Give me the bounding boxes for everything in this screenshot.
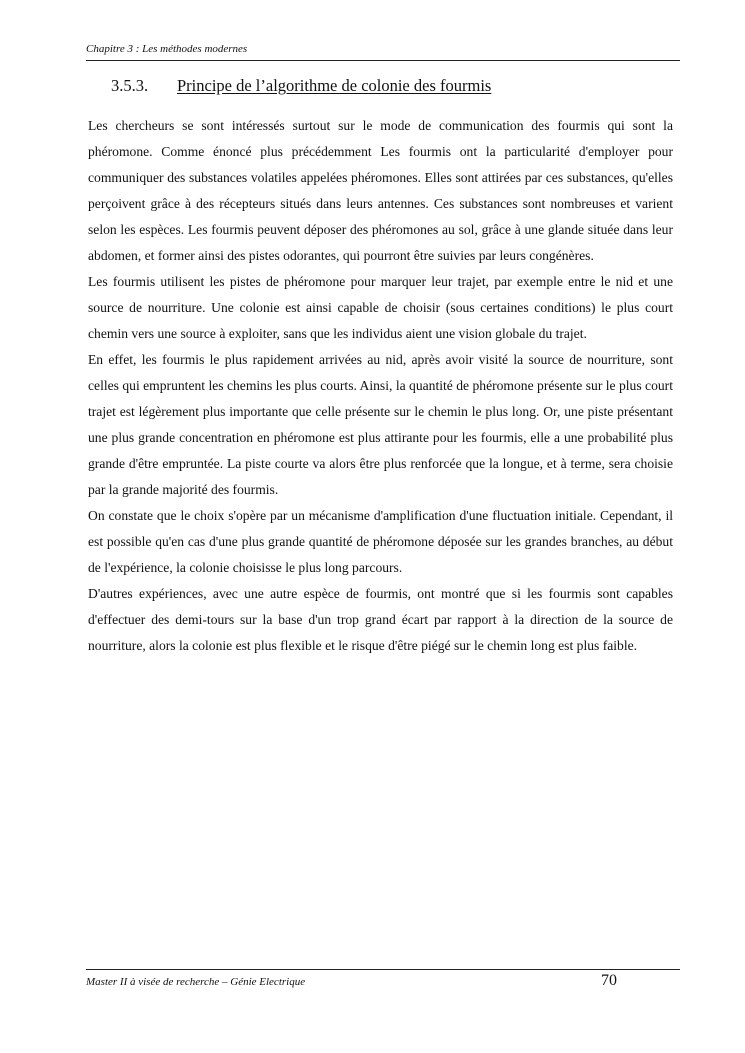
running-footer	[86, 969, 680, 996]
paragraph-5: D'autres expériences, avec une autre espèce de fourmis, ont montré que si les fourmis sont capables d'effectuer des demi-tours sur la base d'un trop grand écart par rapport à la direction de la source de nourriture, alors la colonie est plus flexible et le risque d'être piégé sur le chemin long est plus faible.	[88, 586, 673, 653]
section-title: Principe de l’algorithme de colonie des fourmis	[177, 76, 492, 95]
page-number: 70	[601, 972, 617, 989]
paragraph-2: Les fourmis utilisent les pistes de phéromone pour marquer leur trajet, par exemple entre le nid et une source de nourriture. Une colonie est ainsi capable de choisir (sous certaines conditions) le plus court chemin vers une source à exploiter, sans que les individus aient une vision globale du trajet.	[88, 274, 673, 341]
chapter-title: Chapitre 3 : Les méthodes modernes	[86, 43, 248, 55]
paragraph-3: En effet, les fourmis le plus rapidement arrivées au nid, après avoir visité la source de nourriture, sont celles qui empruntent les chemins les plus courts. Ainsi, la quantité de phéromone présente sur le plus court trajet est légèrement plus importante que celle présente sur le chemin le plus long. Or, une piste présentant une plus grande concentration en phéromone est plus attirante pour les fourmis, elle a une probabilité plus grande d'être empruntée. La piste courte va alors être plus renforcée que la longue, et à terme, sera choisie par la grande majorité des fourmis.	[88, 352, 673, 497]
paragraph-4: On constate que le choix s'opère par un mécanisme d'amplification d'une fluctuation initiale. Cependant, il est possible qu'en cas d'une plus grande quantité de phéromone déposée sur les grandes branches, au début de l'expérience, la colonie choisisse le plus long parcours.	[88, 508, 673, 575]
body-text	[88, 113, 673, 659]
running-header	[86, 42, 680, 61]
paragraph-1: Les chercheurs se sont intéressés surtout sur le mode de communication des fourmis qui sont la phéromone. Comme énoncé plus précédemment Les fourmis ont la particularité d'employer pour communiquer des substances volatiles appelées phéromones. Elles sont attirées par ces substances, qu'elles perçoivent grâce à des récepteurs situés dans leurs antennes. Ces substances sont nombreuses et varient selon les espèces. Les fourmis peuvent déposer des phéromones au sol, grâce à une glande située dans leur abdomen, et former ainsi des pistes odorantes, qui pourront être suivies par leurs congénères.	[88, 118, 673, 263]
section-heading	[111, 76, 491, 96]
section-number: 3.5.3.	[111, 76, 149, 95]
footer-text: Master II à visée de recherche – Génie Electrique	[86, 976, 306, 988]
